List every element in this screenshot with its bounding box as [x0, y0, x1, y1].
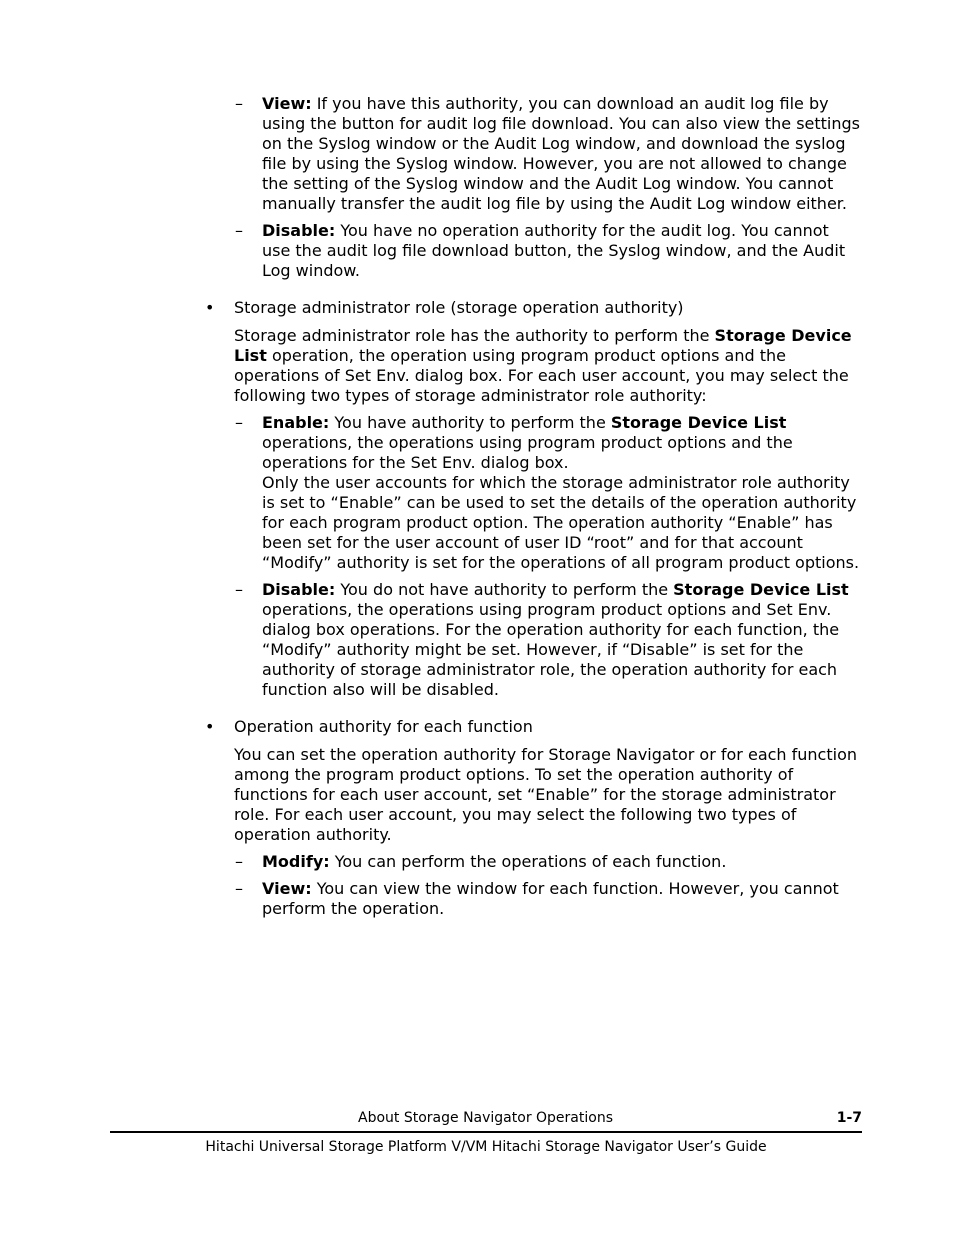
para-text: operation, the operation using program product options and the operations of Set Env. dialog box. For each user account, you may select the following two types of storage administrator role authority:: [234, 346, 849, 405]
dash-marker: –: [235, 221, 243, 240]
item-text-continued: Only the user accounts for which the storage administrator role authority is set to “Enable” can be used to set the details of the operation authority for each program product option. The operation authority “Enable” has been set for the user account of user ID “root” and for that account “Modify” authority is set for the operations of all program product options.: [262, 473, 860, 572]
bullet-marker: •: [205, 298, 215, 317]
bullet-text: Operation authority for each function: [234, 717, 533, 736]
bullet-marker: •: [205, 717, 215, 736]
document-body: [0, 94, 954, 926]
item-text: You do not have authority to perform the: [335, 580, 674, 599]
item-text: You have authority to perform the: [329, 413, 611, 432]
list-item-disable-storage: [235, 580, 862, 700]
term-disable: Disable:: [262, 580, 336, 599]
item-text: If you have this authority, you can download an audit log file by using the button for audit log file download. You can also view the settings on the Syslog window or the Audit Log window, and download the syslog file by using the Syslog window. However, you are not allowed to change the setting of the Syslog window and the Audit Log window. You cannot manually transfer the audit log file by using the Audit Log window either.: [262, 94, 860, 213]
term-view: View:: [262, 94, 312, 113]
dash-marker: –: [235, 413, 243, 432]
list-item-disable-audit: [235, 221, 862, 281]
dash-marker: –: [235, 852, 243, 871]
item-text: You can perform the operations of each function.: [329, 852, 727, 871]
list-item-view-audit: [235, 94, 862, 214]
bullet-text: Storage administrator role (storage operation authority): [234, 298, 684, 317]
term-disable: Disable:: [262, 221, 336, 240]
footer-divider: [110, 1131, 862, 1133]
list-item-enable: [235, 413, 862, 573]
list-item-view-function: [235, 879, 862, 919]
list-item-modify: [235, 852, 862, 872]
item-text: You can view the window for each function. However, you cannot perform the operation.: [262, 879, 839, 918]
paragraph-storage-admin: [234, 326, 864, 406]
dash-marker: –: [235, 879, 243, 898]
item-text: operations, the operations using program product options and the operations for the Set Env. dialog box.: [262, 433, 793, 472]
dash-marker: –: [235, 580, 243, 599]
bold-storage-device-list: Storage Device List: [610, 413, 787, 432]
dash-marker: –: [235, 94, 243, 113]
term-enable: Enable:: [262, 413, 330, 432]
bold-storage-device-list: Storage Device List: [234, 326, 852, 365]
paragraph-operation-authority: You can set the operation authority for Storage Navigator or for each function among the program product options. To set the operation authority of functions for each user account, set “Enable” for the storage administrator role. For each user account, you may select the following two types of operation authority.: [234, 745, 857, 844]
item-text: You have no operation authority for the audit log. You cannot use the audit log file download button, the Syslog window, and the Audit Log window.: [262, 221, 846, 280]
bold-storage-device-list: Storage Device List: [673, 580, 849, 599]
item-text: operations, the operations using program product options and Set Env. dialog box operations. For the operation authority for each function, the “Modify” authority might be set. However, if “Disable” is set for the authority of storage administrator role, the operation authority for each function also will be disabled.: [262, 600, 840, 699]
page-number: 1-7: [836, 1110, 862, 1126]
bullet-storage-admin-role: [205, 298, 864, 318]
bullet-operation-authority: [205, 717, 864, 737]
term-modify: Modify:: [262, 852, 330, 871]
footer-chapter-title: About Storage Navigator Operations: [358, 1110, 613, 1126]
term-view: View:: [262, 879, 312, 898]
page-footer: [110, 1109, 862, 1129]
para-text: Storage administrator role has the authority to perform the: [234, 326, 715, 345]
footer-guide-title: Hitachi Universal Storage Platform V/VM Hitachi Storage Navigator User’s Guide: [205, 1139, 767, 1155]
